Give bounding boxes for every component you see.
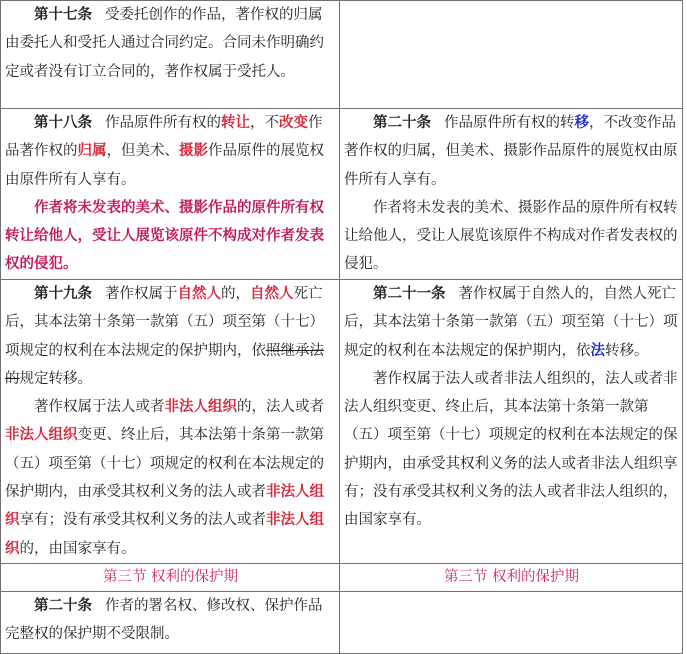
highlight-text: 非法人组织: [164, 399, 237, 416]
text-segment: 作品原件的展览权由原件所有人享有。: [5, 143, 324, 188]
paragraph: [5, 592, 336, 649]
empty-cell: [340, 591, 683, 653]
highlight-text: 转让: [221, 115, 251, 131]
text-segment: ，但美术、: [106, 143, 179, 160]
empty-cell: [340, 1, 683, 109]
old-article-18-cell: [1, 109, 340, 280]
new-article-20-cell: [340, 109, 683, 280]
text-segment: 著作权属于自然人的，自然人死亡后，其本法第十条第一款第（五）项至第（十七）项规定的权利在本法规定的保护期内，依: [344, 286, 678, 359]
text-segment: 变更、终止后，其本法第十条第一款第（五）项至第（十七）项规定的权利在本法规定的保护期内，由承受其权利义务的法人或者: [5, 427, 324, 501]
highlight-text: 非法人组织: [5, 512, 324, 557]
text-segment: 著作权属于: [105, 286, 178, 302]
highlight-text: 归属: [77, 143, 107, 160]
paragraph: [5, 109, 336, 194]
article-number: 第二十条: [373, 115, 431, 131]
text-segment: 作品原件所有权的: [105, 115, 222, 131]
text-segment: 的，法人或者: [237, 399, 324, 416]
article-number: 第十七条: [34, 7, 92, 23]
paragraph: 著作权属于法人或者非法人组织的，法人或者非法人组织变更、终止后，其本法第十条第一款第（五）项至第（十七）项规定的权利在本法规定的保护期内，由承受其权利义务的法人或者非法人组织享有；没有承受其权利义务的法人或者非法人组织的，由国家享有。: [344, 370, 678, 529]
paragraph: [5, 393, 336, 563]
paragraph: [5, 1, 336, 86]
article-number: 第十九条: [34, 286, 92, 302]
section-heading-left: 第三节 权利的保护期: [1, 563, 340, 591]
text-segment: 作品著作权的: [5, 115, 323, 160]
text-segment: 著作权属于法人或者: [34, 399, 165, 416]
paragraph: [344, 280, 679, 365]
old-article-19-cell: [1, 280, 340, 564]
highlight-text: 非法人组织: [5, 427, 78, 444]
highlight-text: 法: [590, 342, 605, 359]
highlight-text: 摄影: [179, 143, 208, 160]
text-segment: 转移。: [605, 342, 649, 359]
deleted-text: 照继承法的: [5, 342, 324, 387]
article-number: 第二十一条: [373, 286, 446, 302]
old-article-20-cell: [1, 591, 340, 653]
article-text: 作者的署名权、修改权、保护作品完整权的保护期不受限制。: [5, 597, 323, 643]
table-row: [1, 280, 683, 564]
article-number: 第二十条: [34, 597, 92, 614]
paragraph: [344, 109, 679, 194]
highlight-text: 自然人: [250, 286, 294, 302]
table-row: [1, 109, 683, 280]
highlight-text: 非法人组织: [5, 484, 324, 529]
text-segment: 死亡后，其本法第十条第一款第（五）项至第（十七）项规定的权利在本法规定的保护期内，依: [5, 286, 324, 359]
paragraph: [5, 280, 336, 393]
section-heading-right: 第三节 权利的保护期: [340, 563, 683, 591]
text-segment: ，不: [250, 115, 280, 131]
text-segment: 作品原件所有权的转: [444, 115, 575, 131]
text-segment: 的，: [221, 286, 251, 302]
highlight-text: 移: [574, 115, 590, 131]
highlight-text: 自然人: [177, 286, 222, 302]
text-segment: 的，由国家享有。: [19, 540, 136, 557]
text-segment: 享有；没有承受其权利义务的法人或者: [19, 512, 266, 529]
section-row: [1, 563, 683, 591]
article-text: 受委托创作的作品，著作权的归属由委托人和受托人通过合同约定。合同未作明确约定或者没有订立合同的，著作权属于受托人。: [5, 7, 324, 80]
text-segment: 规定转移。: [19, 370, 92, 387]
table-row: [1, 591, 683, 653]
paragraph: 作者将未发表的美术、摄影作品的原件所有权转让给他人，受让人展览该原件不构成对作者发表权的侵犯。: [344, 199, 678, 273]
new-article-21-cell: [340, 280, 683, 564]
highlighted-paragraph: 作者将未发表的美术、摄影作品的原件所有权转让给他人，受让人展览该原件不构成对作者发表权的侵犯。: [5, 199, 324, 273]
old-article-17-cell: [1, 1, 340, 109]
article-number: 第十八条: [34, 115, 92, 131]
text-segment: ，不改变作品著作权的归属，但美术、摄影作品原件的展览权由原件所有人享有。: [344, 115, 678, 188]
highlight-text: 改变: [279, 115, 309, 131]
table-row: [1, 1, 683, 109]
